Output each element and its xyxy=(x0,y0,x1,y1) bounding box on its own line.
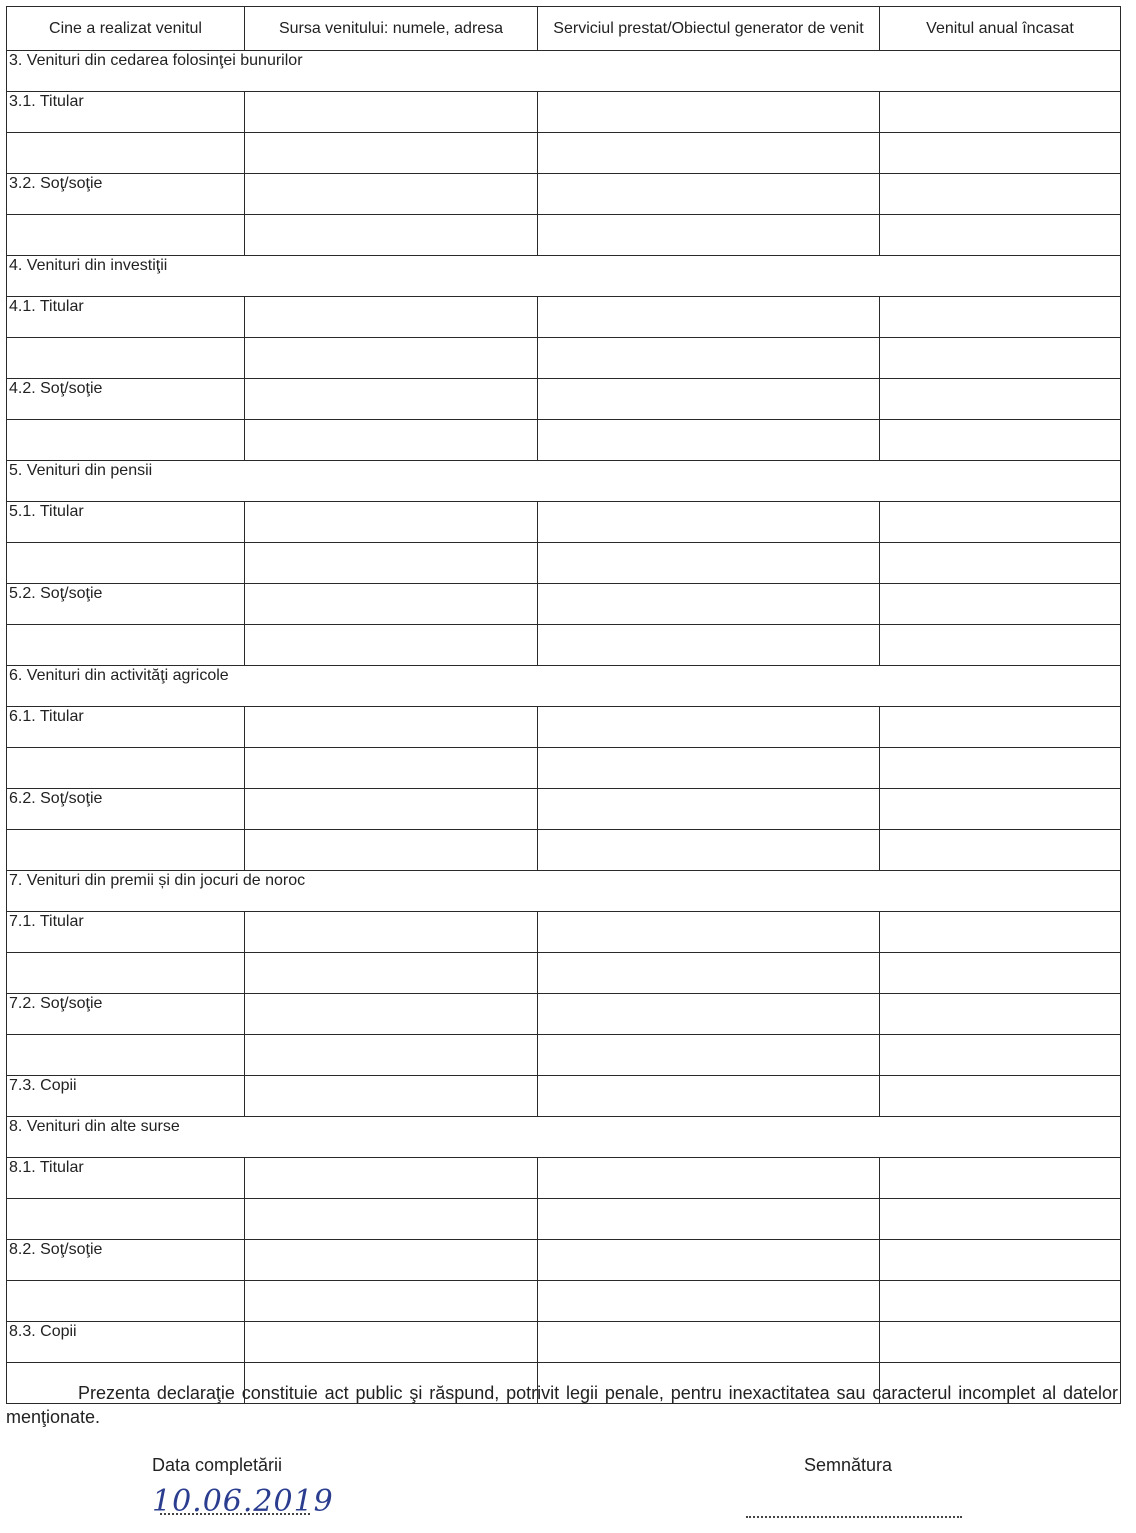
table-row xyxy=(7,133,1121,174)
table-row xyxy=(7,92,1121,133)
section-row xyxy=(7,1117,1121,1158)
table-row xyxy=(7,912,1121,953)
table-cell[interactable] xyxy=(538,1199,880,1240)
table-cell[interactable] xyxy=(880,420,1121,461)
table-cell[interactable] xyxy=(538,1158,880,1199)
table-cell[interactable] xyxy=(880,625,1121,666)
table-cell[interactable] xyxy=(880,789,1121,830)
table-cell[interactable] xyxy=(880,1322,1121,1363)
table-cell[interactable] xyxy=(880,297,1121,338)
row-label: 4.1. Titular xyxy=(7,297,245,338)
header-cine: Cine a realizat venitul xyxy=(7,7,245,51)
table-cell[interactable] xyxy=(245,748,538,789)
table-cell[interactable] xyxy=(245,707,538,748)
section-title: 5. Venituri din pensii xyxy=(7,461,1121,502)
table-cell[interactable] xyxy=(245,543,538,584)
table-cell[interactable] xyxy=(880,1035,1121,1076)
signature-dotted-line xyxy=(746,1516,962,1518)
table-cell[interactable] xyxy=(245,1322,538,1363)
table-cell[interactable] xyxy=(245,912,538,953)
table-row xyxy=(7,953,1121,994)
table-cell[interactable] xyxy=(538,625,880,666)
table-row xyxy=(7,830,1121,871)
table-row xyxy=(7,625,1121,666)
row-label xyxy=(7,830,245,871)
table-cell[interactable] xyxy=(538,379,880,420)
table-cell[interactable] xyxy=(538,748,880,789)
table-row xyxy=(7,502,1121,543)
table-cell[interactable] xyxy=(245,1076,538,1117)
section-title: 3. Venituri din cedarea folosinţei bunurilor xyxy=(7,51,1121,92)
row-label: 3.2. Soţ/soţie xyxy=(7,174,245,215)
table-cell[interactable] xyxy=(245,1199,538,1240)
table-row xyxy=(7,543,1121,584)
table-row xyxy=(7,215,1121,256)
section-title: 6. Venituri din activităţi agricole xyxy=(7,666,1121,707)
table-cell[interactable] xyxy=(880,748,1121,789)
header-sursa: Sursa venitului: numele, adresa xyxy=(245,7,538,51)
income-declaration-table xyxy=(6,6,1121,1404)
table-cell[interactable] xyxy=(245,379,538,420)
table-row xyxy=(7,1281,1121,1322)
table-cell[interactable] xyxy=(538,912,880,953)
table-cell[interactable] xyxy=(538,215,880,256)
date-label: Data completării xyxy=(152,1455,283,1475)
table-cell[interactable] xyxy=(245,953,538,994)
table-cell[interactable] xyxy=(880,338,1121,379)
table-cell[interactable] xyxy=(538,133,880,174)
table-row xyxy=(7,1035,1121,1076)
table-cell[interactable] xyxy=(880,174,1121,215)
table-row xyxy=(7,379,1121,420)
table-cell[interactable] xyxy=(245,1281,538,1322)
table-cell[interactable] xyxy=(538,420,880,461)
date-value: 10.06.2019 xyxy=(152,1484,334,1519)
table-row xyxy=(7,1076,1121,1117)
table-cell[interactable] xyxy=(880,953,1121,994)
section-row xyxy=(7,871,1121,912)
table-cell[interactable] xyxy=(538,830,880,871)
row-label: 6.1. Titular xyxy=(7,707,245,748)
table-cell[interactable] xyxy=(538,994,880,1035)
table-cell[interactable] xyxy=(538,1035,880,1076)
row-label xyxy=(7,420,245,461)
table-row xyxy=(7,1158,1121,1199)
row-label: 8.3. Copii xyxy=(7,1322,245,1363)
section-row xyxy=(7,666,1121,707)
section-row xyxy=(7,461,1121,502)
table-cell[interactable] xyxy=(880,1281,1121,1322)
row-label: 8.1. Titular xyxy=(7,1158,245,1199)
table-cell[interactable] xyxy=(538,789,880,830)
row-label xyxy=(7,215,245,256)
table-cell[interactable] xyxy=(880,502,1121,543)
table-cell[interactable] xyxy=(880,1158,1121,1199)
table-cell[interactable] xyxy=(880,584,1121,625)
header-serviciul: Serviciul prestat/Obiectul generator de venit xyxy=(538,7,880,51)
table-cell[interactable] xyxy=(245,584,538,625)
table-cell[interactable] xyxy=(880,133,1121,174)
section-title: 8. Venituri din alte surse xyxy=(7,1117,1121,1158)
table-cell[interactable] xyxy=(245,1158,538,1199)
table-cell[interactable] xyxy=(245,133,538,174)
table-cell[interactable] xyxy=(880,830,1121,871)
section-title: 7. Venituri din premii și din jocuri de noroc xyxy=(7,871,1121,912)
table-cell[interactable] xyxy=(538,543,880,584)
table-cell[interactable] xyxy=(538,174,880,215)
table-cell[interactable] xyxy=(880,215,1121,256)
row-label: 8.2. Soţ/soţie xyxy=(7,1240,245,1281)
row-label xyxy=(7,625,245,666)
row-label xyxy=(7,133,245,174)
table-cell[interactable] xyxy=(538,502,880,543)
row-label xyxy=(7,1035,245,1076)
signature-label: Semnătura xyxy=(804,1455,893,1475)
table-cell[interactable] xyxy=(538,707,880,748)
table-cell[interactable] xyxy=(880,1076,1121,1117)
row-label: 6.2. Soţ/soţie xyxy=(7,789,245,830)
table-cell[interactable] xyxy=(538,338,880,379)
table-cell[interactable] xyxy=(880,994,1121,1035)
table-cell[interactable] xyxy=(880,1199,1121,1240)
table-cell[interactable] xyxy=(538,1076,880,1117)
table-cell[interactable] xyxy=(245,789,538,830)
row-label xyxy=(7,543,245,584)
table-row xyxy=(7,748,1121,789)
table-cell[interactable] xyxy=(245,830,538,871)
table-cell[interactable] xyxy=(880,707,1121,748)
table-cell[interactable] xyxy=(538,1322,880,1363)
row-label xyxy=(7,1199,245,1240)
row-label xyxy=(7,953,245,994)
row-label: 7.3. Copii xyxy=(7,1076,245,1117)
table-cell[interactable] xyxy=(880,543,1121,584)
date-dotted-line xyxy=(160,1513,310,1515)
table-cell[interactable] xyxy=(538,297,880,338)
table-cell[interactable] xyxy=(880,1240,1121,1281)
header-venitul: Venitul anual încasat xyxy=(880,7,1121,51)
section-title: 4. Venituri din investiţii xyxy=(7,256,1121,297)
table-cell[interactable] xyxy=(538,953,880,994)
table-row xyxy=(7,1199,1121,1240)
row-label: 3.1. Titular xyxy=(7,92,245,133)
table-cell[interactable] xyxy=(880,92,1121,133)
table-cell[interactable] xyxy=(880,379,1121,420)
table-row xyxy=(7,994,1121,1035)
row-label: 7.2. Soţ/soţie xyxy=(7,994,245,1035)
table-cell[interactable] xyxy=(245,1240,538,1281)
table-row xyxy=(7,584,1121,625)
header-row xyxy=(7,7,1121,51)
table-cell[interactable] xyxy=(538,1281,880,1322)
table-row xyxy=(7,789,1121,830)
section-row xyxy=(7,256,1121,297)
table-body xyxy=(7,51,1121,1404)
table-row xyxy=(7,297,1121,338)
table-cell[interactable] xyxy=(245,338,538,379)
table-cell[interactable] xyxy=(245,502,538,543)
table-row xyxy=(7,1322,1121,1363)
table-cell[interactable] xyxy=(880,912,1121,953)
row-label xyxy=(7,748,245,789)
table-cell[interactable] xyxy=(245,420,538,461)
table-row xyxy=(7,338,1121,379)
declaration-statement: Prezenta declaraţie constituie act public şi răspund, potrivit legii penale, pentru inexactitatea sau caracterul incomplet al datelor menţionate. xyxy=(6,1383,1118,1427)
table-cell[interactable] xyxy=(245,297,538,338)
table-cell[interactable] xyxy=(538,584,880,625)
table-cell[interactable] xyxy=(245,1035,538,1076)
row-label: 4.2. Soţ/soţie xyxy=(7,379,245,420)
table-cell[interactable] xyxy=(245,215,538,256)
table-row xyxy=(7,174,1121,215)
table-row xyxy=(7,420,1121,461)
table-row xyxy=(7,707,1121,748)
table-cell[interactable] xyxy=(245,625,538,666)
row-label xyxy=(7,1281,245,1322)
table-cell[interactable] xyxy=(245,994,538,1035)
section-row xyxy=(7,51,1121,92)
table-cell[interactable] xyxy=(245,92,538,133)
row-label: 5.2. Soţ/soţie xyxy=(7,584,245,625)
row-label xyxy=(7,338,245,379)
table-row xyxy=(7,1240,1121,1281)
row-label: 7.1. Titular xyxy=(7,912,245,953)
table-cell[interactable] xyxy=(538,1240,880,1281)
table-cell[interactable] xyxy=(538,92,880,133)
table-cell[interactable] xyxy=(245,174,538,215)
row-label: 5.1. Titular xyxy=(7,502,245,543)
